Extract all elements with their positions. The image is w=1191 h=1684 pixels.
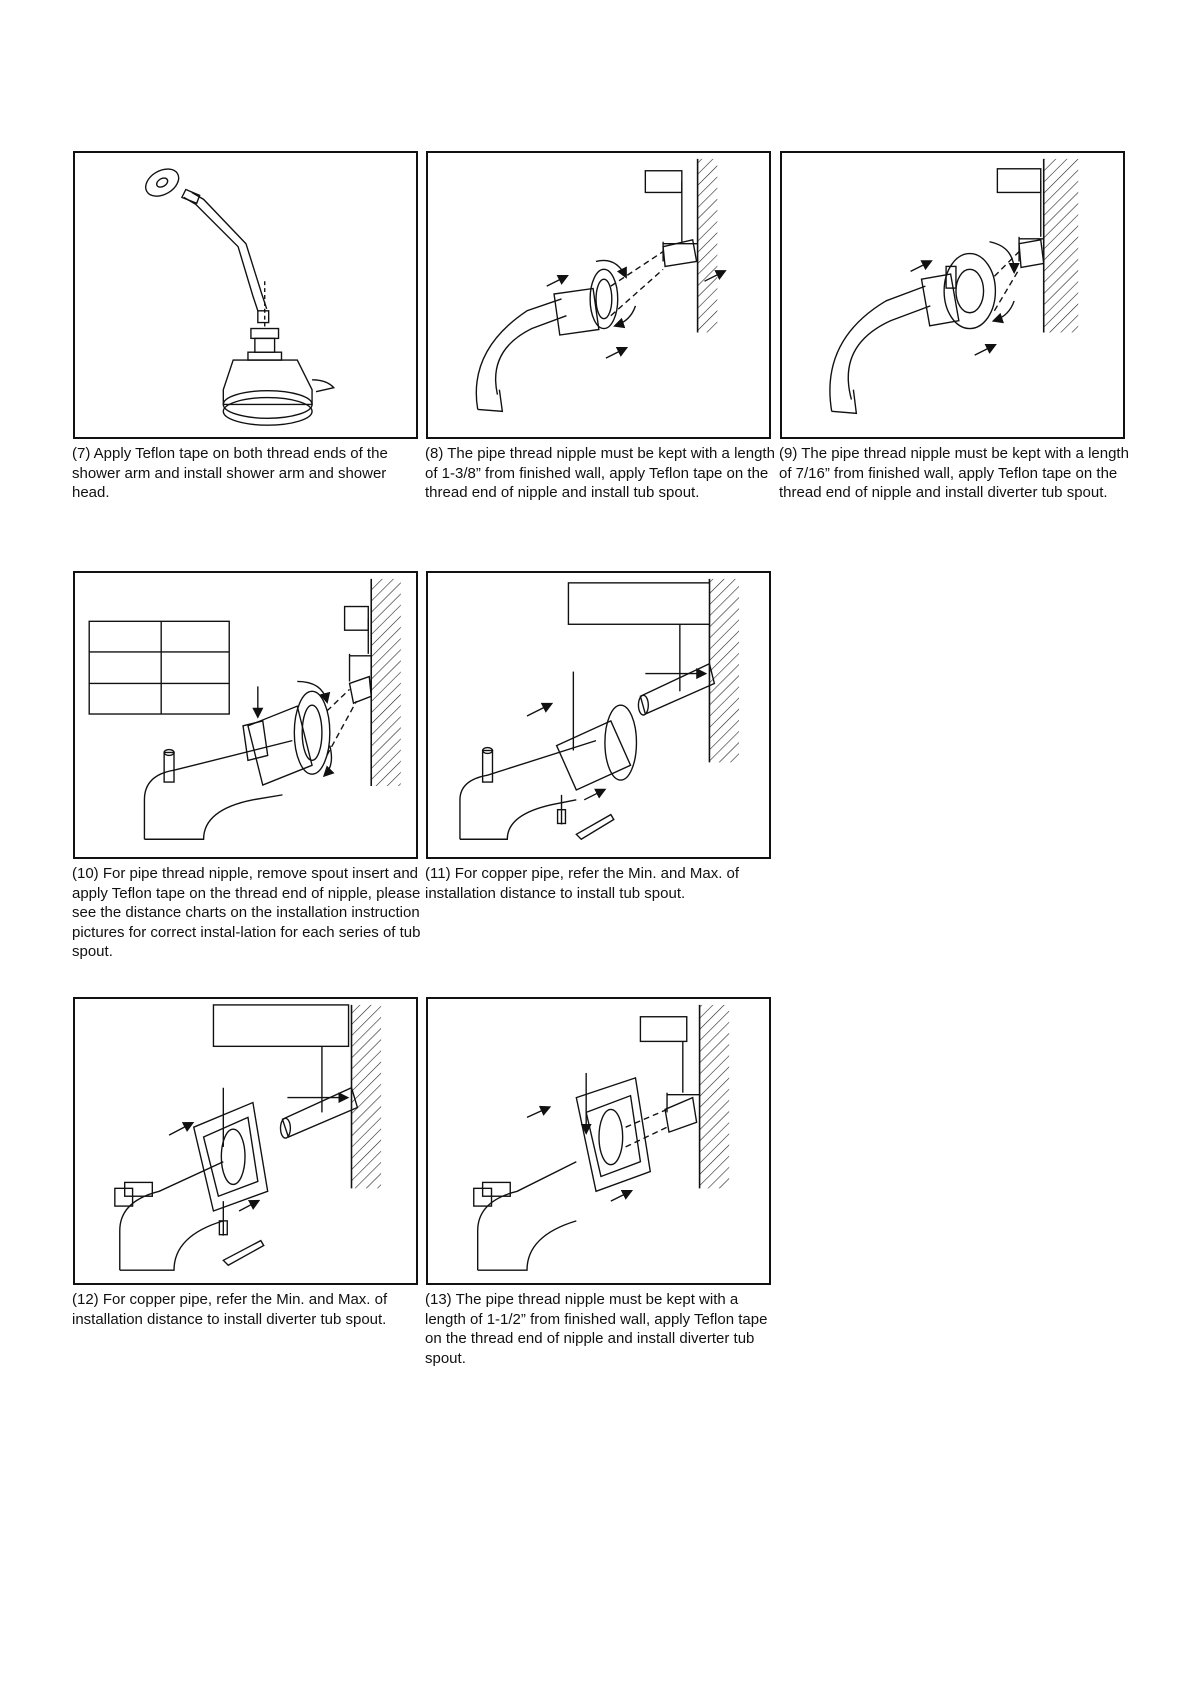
step-8-illustration bbox=[426, 151, 771, 439]
step-7-illustration bbox=[73, 151, 418, 439]
distance-chart-table bbox=[89, 621, 229, 714]
step-8-caption: (8) The pipe thread nipple must be kept with a length of 1-3/8” from finished wall, apply Teflon tape on the thread end of nipple and install tub spout. bbox=[425, 445, 775, 501]
dimension-label-box bbox=[640, 1017, 686, 1042]
dimension-label-box bbox=[997, 169, 1040, 193]
step-9-illustration bbox=[780, 151, 1125, 439]
step-7-caption: (7) Apply Teflon tape on both thread ends of the shower arm and install shower arm and shower head. bbox=[72, 445, 388, 501]
tub-spout-nipple-diagram bbox=[428, 153, 769, 437]
step-13-caption: (13) The pipe thread nipple must be kept with a length of 1-1/2” from finished wall, apply Teflon tape on the thread end of nipple and install diverter tub spout. bbox=[425, 1291, 768, 1367]
step-10-illustration bbox=[73, 571, 418, 859]
step-12-caption: (12) For copper pipe, refer the Min. and Max. of installation distance to install diverter tub spout. bbox=[72, 1291, 388, 1328]
dimension-label-box bbox=[645, 171, 681, 193]
diverter-tub-spout-nipple-1-1-2-diagram bbox=[428, 999, 769, 1283]
step-13-illustration bbox=[426, 997, 771, 1285]
step-12-illustration bbox=[73, 997, 418, 1285]
spout-insert-removal-diagram bbox=[75, 573, 416, 857]
step-9-caption: (9) The pipe thread nipple must be kept with a length of 7/16” from finished wall, apply Teflon tape on the thread end of nipple and install diverter tub spout. bbox=[779, 445, 1129, 501]
min-max-distance-box bbox=[213, 1005, 348, 1046]
copper-pipe-tub-spout-diagram bbox=[428, 573, 769, 857]
diverter-tub-spout-nipple-diagram bbox=[782, 153, 1123, 437]
dimension-label-box bbox=[345, 607, 369, 631]
min-max-distance-box bbox=[568, 583, 709, 624]
step-11-caption: (11) For copper pipe, refer the Min. and Max. of installation distance to install tub spout. bbox=[425, 865, 740, 902]
shower-arm-and-head-diagram bbox=[75, 153, 416, 437]
copper-pipe-diverter-tub-spout-diagram bbox=[75, 999, 416, 1283]
step-11-illustration bbox=[426, 571, 771, 859]
step-10-caption: (10) For pipe thread nipple, remove spout insert and apply Teflon tape on the thread end of nipple, please see the distance charts on the installation instruction pictures for correct instal-lation for each series of tub spout. bbox=[72, 865, 421, 960]
